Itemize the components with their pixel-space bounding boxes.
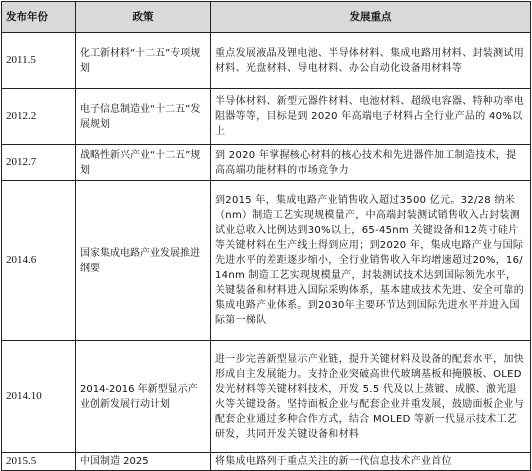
table-row [2,33,531,89]
table-row [2,453,531,471]
row-policy: 2014-2016 年新型显示产业创新发展行动计划 [76,341,211,453]
header-year: 发布年份 [2,2,76,33]
policy-table [1,1,531,471]
table-row [2,341,531,453]
row-policy: 电子信息制造业“十二五”发展规划 [76,89,211,145]
row-year: 2012.7 [2,145,76,181]
row-focus: 半导体材料、新型元器件材料、电池材料、超级电容器、特种功率电阻器等等，目标是到 2020 年高端电子材料占全行业产品的 40%以上 [211,89,531,145]
row-year: 2011.5 [2,33,76,89]
header-row [2,2,531,33]
header-policy: 政策 [76,2,211,33]
row-year: 2014.6 [2,181,76,341]
row-year: 2014.10 [2,341,76,453]
table-row [2,145,531,181]
row-policy: 国家集成电路产业发展推进纲要 [76,181,211,341]
row-focus: 重点发展液晶及锂电池、半导体材料、集成电路用材料、封装测试用材料、光盘材料、导电材料、办公自动化设备用材料等 [211,33,531,89]
row-focus: 将集成电路列于重点关注的新一代信息技术产业首位 [211,453,531,471]
table-row [2,89,531,145]
row-focus: 到2015 年，集成电路产业销售收入超过3500 亿元。32/28 纳米（nm）制造工艺实现规模量产，中高端封装测试销售收入占封装测试业总收入比例达到30%以上，65-45nm 关键设备和12英寸硅片等关键材料在生产线上得到应用；到2020 年，集成电路产业与国际先进水平的差距逐步缩小，全行业销售收入年均增速超过20%，16/14nm 制造工艺实现规模量产，封装测试技术达到国际领先水平，关键装备和材料进入国际采购体系，基本建成技术先进、安全可靠的集成电路产业体系。到2030年主要环节达到国际先进水平并进入国际第一梯队 [211,181,531,341]
row-year: 2012.2 [2,89,76,145]
row-focus: 进一步完善新型显示产业链，提升关键材料及设备的配套水平，加快形成自主发展能力。支持企业突破高世代玻璃基板和掩膜板、OLED 发光材料等关键材料技术，开发 5.5 代及以上蒸镀、成膜、激光退火等关键设备。坚持面板企业与配套企业并重发展，鼓励面板企业与配套企业通过多种合作方式，结合 MOLED 等新一代显示技术工艺研发，共同开发关键设备和材料 [211,341,531,453]
row-policy: 中国制造 2025 [76,453,211,471]
header-focus: 发展重点 [211,2,531,33]
row-policy: 战略性新兴产业“十二五”规划 [76,145,211,181]
table-row [2,181,531,341]
row-focus: 到 2020 年掌握核心材料的核心技术和先进器件加工制造技术，提高高端功能材料的市场竞争力 [211,145,531,181]
row-policy: 化工新材料“十二五”专项规划 [76,33,211,89]
row-year: 2015.5 [2,453,76,471]
